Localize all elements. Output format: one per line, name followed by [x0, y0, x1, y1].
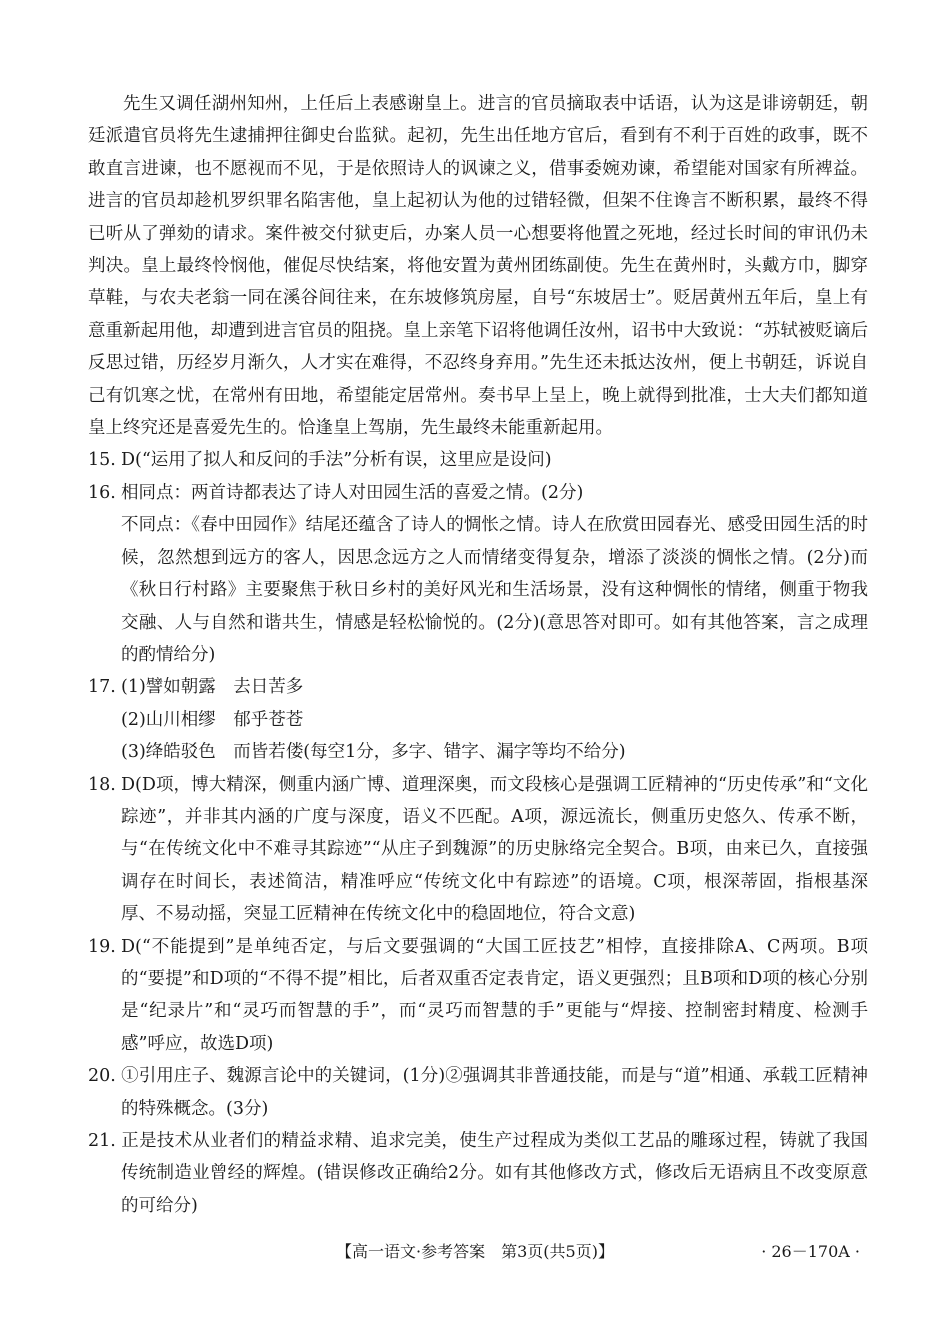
- answer-number: 16.: [88, 482, 116, 503]
- answer-text: 正是技术从业者们的精益求精、追求完美，使生产过程成为类似工艺品的雕琢过程，铸就了我国传统制造业曾经的辉煌。(错误修改正确给2分。如有其他修改方式，修改后无语病且不改变原意的可给分): [121, 1131, 868, 1216]
- answer-text: D(“运用了拟人和反问的手法”分析有误，这里应是设问): [121, 450, 552, 471]
- answer-17-item-3: (3)绛皓驳色 而皆若偻(每空1分，多字、错字、漏字等均不给分): [121, 742, 626, 763]
- answer-body: [88, 88, 868, 1222]
- footer-title: 【高一语文·参考答案 第3页(共5页)】: [336, 1242, 614, 1261]
- answer-20: [88, 1060, 868, 1125]
- answer-text: 相同点：两首诗都表达了诗人对田园生活的喜爱之情。(2分): [121, 482, 584, 503]
- answer-17: [88, 671, 868, 703]
- answer-18: [88, 769, 868, 931]
- answer-15: [88, 444, 868, 476]
- answer-21: [88, 1125, 868, 1222]
- page-footer: [0, 1240, 950, 1264]
- answer-number: 18.: [88, 774, 116, 795]
- answer-number: 19.: [88, 936, 116, 957]
- answer-number: 21.: [88, 1131, 116, 1151]
- answer-number: 15.: [88, 450, 116, 471]
- answer-19: [88, 931, 868, 1061]
- answer-number: 20.: [88, 1066, 116, 1087]
- answer-text: (1)譬如朝露 去日苦多: [121, 677, 304, 698]
- answer-16-differences: 不同点：《春中田园作》结尾还蕴含了诗人的惆怅之情。诗人在欣赏田园春光、感受田园生活的时候，忽然想到远方的客人，因思念远方之人而情绪变得复杂，增添了淡淡的惆怅之情。(2分)而《秋日行村路》主要聚焦于秋日乡村的美好风光和生活场景，没有这种惆怅的情绪，侧重于物我交融、人与自然和谐共生，情感是轻松愉悦的。(2分)(意思答对即可。如有其他答案，言之成理的酌情给分): [121, 515, 868, 665]
- footer-code: · 26－170A ·: [761, 1242, 860, 1261]
- answer-16: [88, 477, 868, 509]
- answer-17-item-2: (2)山川相缪 郁乎苍苍: [121, 709, 304, 730]
- answer-text: ①引用庄子、魏源言论中的关键词，(1分)②强调其非普通技能，而是与“道”相通、承载工匠精神的特殊概念。(3分): [121, 1066, 868, 1119]
- answer-number: 17.: [88, 677, 116, 698]
- translation-paragraph: 先生又调任湖州知州，上任后上表感谢皇上。进言的官员摘取表中话语，认为这是诽谤朝廷，朝廷派遣官员将先生逮捕押往御史台监狱。起初，先生出任地方官后，看到有不利于百姓的政事，既不敢直言进谏，也不愿视而不见，于是依照诗人的讽谏之义，借事委婉劝谏，希望能对国家有所裨益。进言的官员却趁机罗织罪名陷害他，皇上起初认为他的过错轻微，但架不住谗言不断积累，最终不得已听从了弹劾的请求。案件被交付狱吏后，办案人员一心想要将他置之死地，经过长时间的审讯仍未判决。皇上最终怜悯他，催促尽快结案，将他安置为黄州团练副使。先生在黄州时，头戴方巾，脚穿草鞋，与农夫老翁一同在溪谷间往来，在东坡修筑房屋，自号“东坡居士”。贬居黄州五年后，皇上有意重新起用他，却遭到进言官员的阻挠。皇上亲笔下诏将他调任汝州，诏书中大致说：“苏轼被贬谪后反思过错，历经岁月渐久，人才实在难得，不忍终身弃用。”先生还未抵达汝州，便上书朝廷，诉说自己有饥寒之忧，在常州有田地，希望能定居常州。奏书早上呈上，晚上就得到批准，士大夫们都知道皇上终究还是喜爱先生的。恰逢皇上驾崩，先生最终未能重新起用。: [88, 94, 868, 439]
- answer-text: D(“不能提到”是单纯否定，与后文要强调的“大国工匠技艺”相悖，直接排除A、C两项。B项的“要提”和D项的“不得不提”相比，后者双重否定表肯定，语义更强烈；且B项和D项的核心分别是“纪录片”和“灵巧而智慧的手”，而“灵巧而智慧的手”更能与“焊接、控制密封精度、检测手感”呼应，故选D项): [121, 936, 868, 1054]
- answer-text: D(D项，博大精深，侧重内涵广博、道理深奥，而文段核心是强调工匠精神的“历史传承”和“文化踪迹”，并非其内涵的广度与深度，语义不匹配。A项，源远流长，侧重历史悠久、传承不断，与“在传统文化中不难寻其踪迹”“从庄子到魏源”的历史脉络完全契合。B项，由来已久，直接强调存在时间长，表述简洁，精准呼应“传统文化中有踪迹”的语境。C项，根深蒂固，指根基深厚、不易动摇，突显工匠精神在传统文化中的稳固地位，符合文意): [121, 774, 868, 925]
